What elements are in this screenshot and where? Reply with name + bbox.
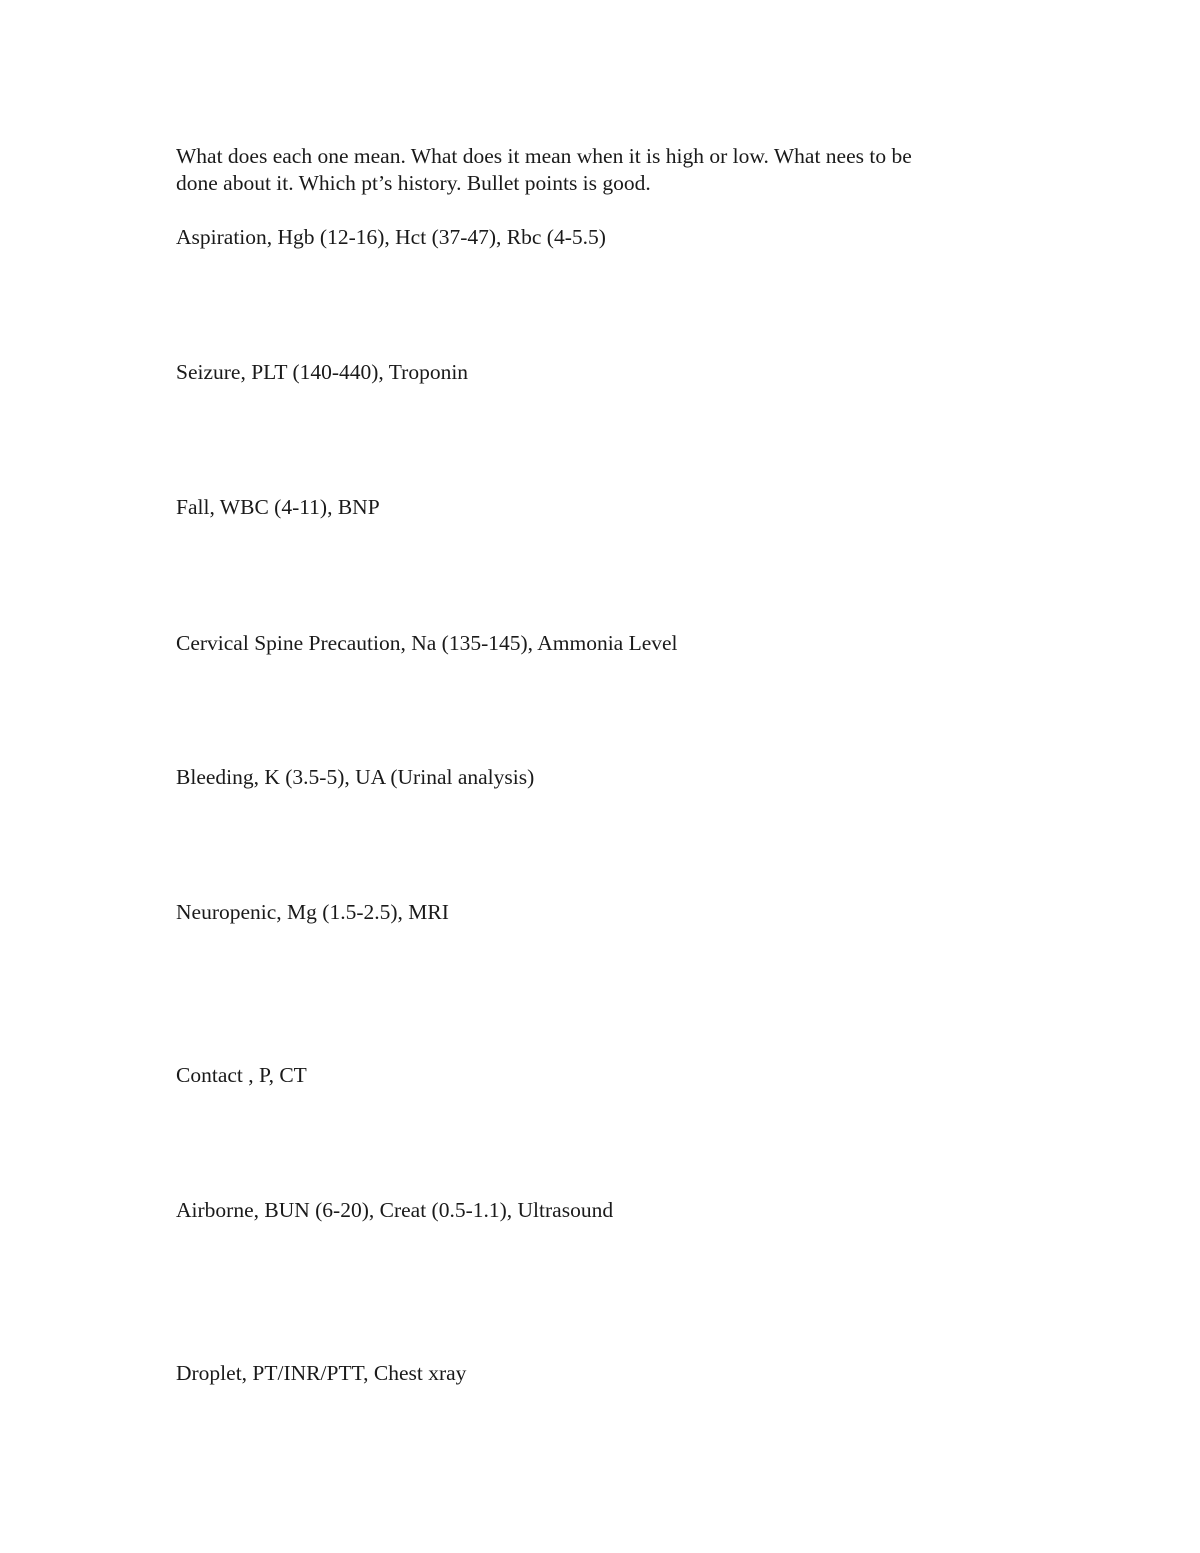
- topic-line-seizure: Seizure, PLT (140-440), Troponin: [176, 360, 469, 384]
- instructions-line-1: What does each one mean. What does it mean when it is high or low. What nees to be: [176, 144, 912, 168]
- topic-line-fall: Fall, WBC (4-11), BNP: [176, 495, 380, 519]
- topic-line-droplet: Droplet, PT/INR/PTT, Chest xray: [176, 1361, 467, 1385]
- topic-line-contact: Contact , P, CT: [176, 1063, 307, 1087]
- topic-line-bleeding: Bleeding, K (3.5-5), UA (Urinal analysis): [176, 765, 535, 789]
- instructions-line-2: done about it. Which pt’s history. Bullet points is good.: [176, 171, 651, 195]
- topic-line-aspiration: Aspiration, Hgb (12-16), Hct (37-47), Rbc (4-5.5): [176, 225, 606, 249]
- instructions-paragraph: [176, 143, 1006, 197]
- topic-line-neuropenic: Neuropenic, Mg (1.5-2.5), MRI: [176, 900, 449, 924]
- topic-line-airborne: Airborne, BUN (6-20), Creat (0.5-1.1), Ultrasound: [176, 1198, 614, 1222]
- topic-line-cervical-spine: Cervical Spine Precaution, Na (135-145), Ammonia Level: [176, 631, 678, 655]
